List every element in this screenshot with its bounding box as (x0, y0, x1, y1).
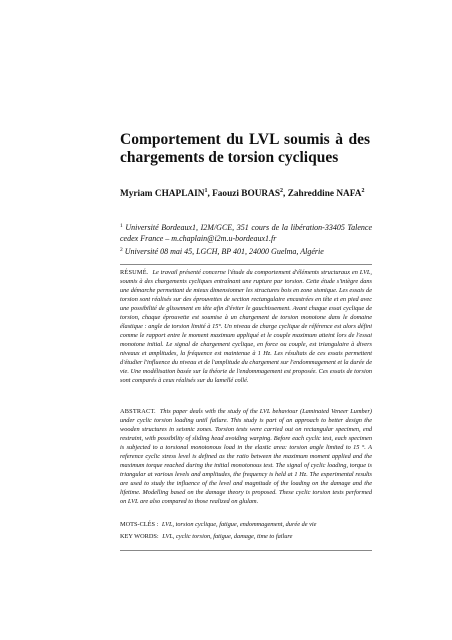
key-words-text: LVL, cyclic torsion, fatigue, damage, time to failure (162, 533, 293, 540)
key-words-line (120, 532, 372, 541)
paper-title: Comportement du LVL soumis à des chargements de torsion cycliques (120, 131, 370, 166)
abstract-paragraph (120, 407, 372, 506)
affiliation-mark: 1 (120, 223, 123, 229)
affiliation-1 (120, 221, 372, 244)
resume-text: Le travail présenté concerne l'étude du comportement d'éléments structuraux en LVL, soumis à des chargements cycliques entraînant une rupture par torsion. Cette étude s'intègre dans une démarche permettant de mieux dimensionner les structures bois en zone sismique. Les essais de torsion sont réalisés sur des éprouvettes de section rectangulaire encastrées en tête et en pied avec une possibilité de glissement en tête afin d'éviter le gauchissement. Avant chaque essai cyclique de torsion, chaque éprouvette est soumise à un chargement de torsion monotone dans le domaine élastique : angle de torsion limité à 15°. Un niveau de charge cyclique de référence est alors défini comme le rapport entre le moment maximum appliqué et le couple maximum atteint lors de l'essai monotone initial. Le signal de chargement cyclique, en force ou couple, est triangulaire à divers niveaux et amplitudes, la fréquence est maintenue à 1 Hz. Les résultats de ces essais permettent d'étudier l'influence du niveau et de l'amplitude du chargement sur l'endommagement et la durée de vie. Une modélisation basée sur la théorie de l'endommagement est proposée. Ces essais de torsion sont comparés à ceux réalisés sur du lamellé collé. (120, 269, 373, 384)
key-words-label: KEY WORDS: (120, 533, 159, 540)
affiliation-text: Université Bordeaux1, I2M/GCE, 351 cours de la libération-33405 Talence cedex France – m.chaplain@i2m.u-bordeaux1.fr (120, 223, 372, 244)
mots-cles-label: MOTS-CLÉS : (120, 521, 159, 528)
affiliation-2 (120, 245, 372, 257)
abstract-label: ABSTRACT. (120, 408, 156, 415)
author-list: Myriam CHAPLAIN$^1$, Faouzi BOURAS$^2$, Zahreddine NAFA$^2$ (120, 188, 365, 199)
affiliation-mark: 2 (120, 247, 123, 253)
author-affiliation-mark: 2 (361, 188, 365, 194)
author-affiliation-mark: 2 (280, 188, 284, 194)
mots-cles-text: LVL, torsion cyclique, fatigue, endommagement, durée de vie (161, 521, 317, 528)
resume-paragraph (120, 268, 372, 385)
resume-label: RÉSUMÉ. (120, 269, 149, 276)
author-name: Myriam CHAPLAIN (120, 189, 205, 199)
abstract-text: This paper deals with the study of the LVL behaviour (Laminated Veneer Lumber) under cyclic torsion loading until failure. This study is part of an approach to better design the wooden structures in seismic zones. Torsion tests were carried out on rectangular specimen, end restraint, with possibility of sliding head avoiding warping. Before each cyclic test, each specimen is subjected to a torsional monotonous load in the elastic area: torsion angle limited to 15 °. A reference cyclic stress level is defined as the ratio between the maximum moment applied and the maximum torque reached during the initial monotonous test. The signal of cyclic loading, torque is triangular at various levels and amplitudes, the frequency is held at 1 Hz. The experimental results are used to study the influence of the level and magnitude of the loading on the damage and the lifetime. Modelling based on the damage theory is proposed. These cyclic torsion tests performed on LVL are also compared to those realized on glulam. (120, 408, 372, 505)
author-affiliation-mark: 1 (204, 188, 208, 194)
affiliation-text: Université 08 mai 45, LGCH, BP 401, 24000 Guelma, Algérie (124, 247, 324, 256)
mots-cles-line (120, 520, 372, 529)
abstract-bottom-rule (120, 550, 372, 551)
abstract-top-rule (120, 264, 372, 265)
author-name: Faouzi BOURAS (212, 189, 281, 199)
author-name: Zahreddine NAFA (287, 189, 362, 199)
